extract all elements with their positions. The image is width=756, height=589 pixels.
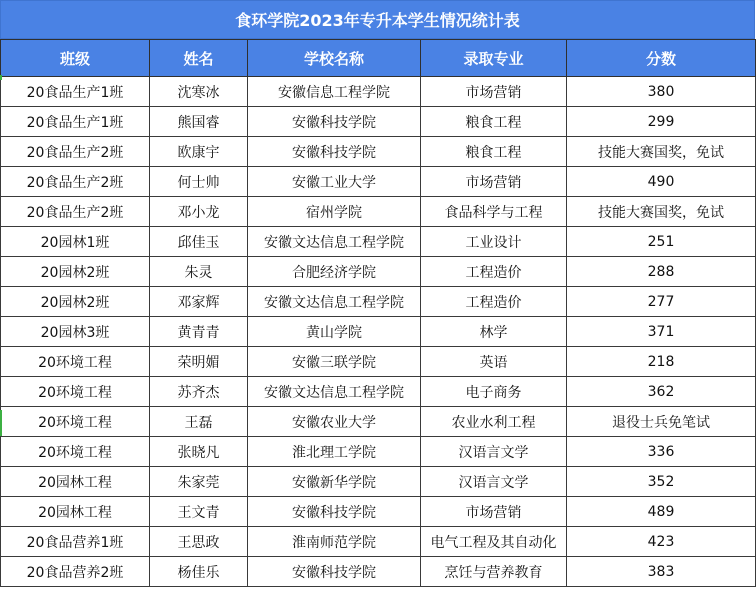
cell-class[interactable]: 20环境工程 [1, 377, 150, 407]
cell-name[interactable]: 欧康宇 [150, 137, 248, 167]
cell-school[interactable]: 淮南师范学院 [248, 527, 421, 557]
cell-major[interactable]: 食品科学与工程 [421, 197, 567, 227]
cell-name[interactable]: 王思政 [150, 527, 248, 557]
cell-major[interactable]: 电气工程及其自动化 [421, 527, 567, 557]
cell-class[interactable]: 20食品生产2班 [1, 167, 150, 197]
cell-school[interactable]: 安徽科技学院 [248, 137, 421, 167]
cell-class[interactable]: 20环境工程 [1, 407, 150, 437]
cell-major[interactable]: 市场营销 [421, 497, 567, 527]
row-indicator [0, 75, 2, 80]
table-row [1, 437, 756, 467]
cell-school[interactable]: 安徽科技学院 [248, 557, 421, 587]
cell-major[interactable]: 英语 [421, 347, 567, 377]
cell-major[interactable]: 市场营销 [421, 77, 567, 107]
cell-major[interactable]: 工程造价 [421, 287, 567, 317]
table-row [1, 197, 756, 227]
cell-school[interactable]: 安徽科技学院 [248, 497, 421, 527]
cell-name[interactable]: 邱佳玉 [150, 227, 248, 257]
cell-class[interactable]: 20环境工程 [1, 437, 150, 467]
header-major: 录取专业 [421, 40, 567, 77]
cell-score[interactable]: 362 [567, 377, 756, 407]
cell-major[interactable]: 电子商务 [421, 377, 567, 407]
table-row [1, 347, 756, 377]
cell-score[interactable]: 技能大赛国奖，免试 [567, 137, 756, 167]
cell-class[interactable]: 20园林3班 [1, 317, 150, 347]
table-row [1, 557, 756, 587]
cell-major[interactable]: 汉语言文学 [421, 437, 567, 467]
table-row [1, 77, 756, 107]
table-title: 食环学院2023年专升本学生情况统计表 [0, 0, 755, 39]
cell-class[interactable]: 20食品生产2班 [1, 137, 150, 167]
header-class: 班级 [1, 40, 150, 77]
cell-score[interactable]: 490 [567, 167, 756, 197]
table-row [1, 317, 756, 347]
table-row [1, 257, 756, 287]
cell-score[interactable]: 383 [567, 557, 756, 587]
cell-class[interactable]: 20食品营养2班 [1, 557, 150, 587]
table-row [1, 107, 756, 137]
cell-class[interactable]: 20园林1班 [1, 227, 150, 257]
cell-name[interactable]: 荣明媚 [150, 347, 248, 377]
cell-name[interactable]: 邓家辉 [150, 287, 248, 317]
table-row [1, 137, 756, 167]
cell-school[interactable]: 安徽信息工程学院 [248, 77, 421, 107]
cell-name[interactable]: 王文青 [150, 497, 248, 527]
cell-school[interactable]: 合肥经济学院 [248, 257, 421, 287]
cell-score[interactable]: 251 [567, 227, 756, 257]
table-row [1, 227, 756, 257]
cell-score[interactable]: 371 [567, 317, 756, 347]
student-table [0, 39, 756, 587]
cell-class[interactable]: 20园林2班 [1, 257, 150, 287]
cell-name[interactable]: 沈寒冰 [150, 77, 248, 107]
cell-score[interactable]: 489 [567, 497, 756, 527]
cell-name[interactable]: 何士帅 [150, 167, 248, 197]
table-row [1, 407, 756, 437]
cell-score[interactable]: 218 [567, 347, 756, 377]
header-score: 分数 [567, 40, 756, 77]
cell-class[interactable]: 20食品生产2班 [1, 197, 150, 227]
cell-major[interactable]: 市场营销 [421, 167, 567, 197]
cell-name[interactable]: 朱家莞 [150, 467, 248, 497]
header-row [1, 40, 756, 77]
cell-name[interactable]: 朱灵 [150, 257, 248, 287]
cell-name[interactable]: 苏齐杰 [150, 377, 248, 407]
cell-name[interactable]: 熊国睿 [150, 107, 248, 137]
cell-major[interactable]: 烹饪与营养教育 [421, 557, 567, 587]
header-name: 姓名 [150, 40, 248, 77]
cell-school[interactable]: 黄山学院 [248, 317, 421, 347]
cell-score[interactable]: 277 [567, 287, 756, 317]
cell-school[interactable]: 安徽农业大学 [248, 407, 421, 437]
cell-major[interactable]: 农业水利工程 [421, 407, 567, 437]
cell-school[interactable]: 安徽文达信息工程学院 [248, 287, 421, 317]
cell-score[interactable]: 288 [567, 257, 756, 287]
cell-major[interactable]: 工业设计 [421, 227, 567, 257]
cell-score[interactable]: 336 [567, 437, 756, 467]
cell-school[interactable]: 淮北理工学院 [248, 437, 421, 467]
cell-score[interactable]: 352 [567, 467, 756, 497]
cell-name[interactable]: 王磊 [150, 407, 248, 437]
cell-name[interactable]: 邓小龙 [150, 197, 248, 227]
cell-class[interactable]: 20园林工程 [1, 467, 150, 497]
cell-class[interactable]: 20环境工程 [1, 347, 150, 377]
table-row [1, 287, 756, 317]
cell-school[interactable]: 安徽文达信息工程学院 [248, 227, 421, 257]
cell-score[interactable]: 423 [567, 527, 756, 557]
cell-class[interactable]: 20园林工程 [1, 497, 150, 527]
header-school: 学校名称 [248, 40, 421, 77]
cell-major[interactable]: 工程造价 [421, 257, 567, 287]
cell-school[interactable]: 安徽工业大学 [248, 167, 421, 197]
cell-major[interactable]: 粮食工程 [421, 137, 567, 167]
cell-school[interactable]: 安徽文达信息工程学院 [248, 377, 421, 407]
cell-name[interactable]: 张晓凡 [150, 437, 248, 467]
cell-score[interactable]: 380 [567, 77, 756, 107]
cell-school[interactable]: 宿州学院 [248, 197, 421, 227]
cell-score[interactable]: 退役士兵免笔试 [567, 407, 756, 437]
cell-school[interactable]: 安徽三联学院 [248, 347, 421, 377]
table-row [1, 467, 756, 497]
table-row [1, 497, 756, 527]
table-row [1, 527, 756, 557]
cell-score[interactable]: 299 [567, 107, 756, 137]
table-row [1, 377, 756, 407]
cell-class[interactable]: 20园林2班 [1, 287, 150, 317]
cell-class[interactable]: 20食品营养1班 [1, 527, 150, 557]
row-indicator [0, 410, 2, 436]
cell-score[interactable]: 技能大赛国奖，免试 [567, 197, 756, 227]
cell-name[interactable]: 黄青青 [150, 317, 248, 347]
cell-major[interactable]: 汉语言文学 [421, 467, 567, 497]
cell-major[interactable]: 粮食工程 [421, 107, 567, 137]
cell-school[interactable]: 安徽新华学院 [248, 467, 421, 497]
table-row [1, 167, 756, 197]
cell-major[interactable]: 林学 [421, 317, 567, 347]
cell-class[interactable]: 20食品生产1班 [1, 107, 150, 137]
cell-class[interactable]: 20食品生产1班 [1, 77, 150, 107]
cell-name[interactable]: 杨佳乐 [150, 557, 248, 587]
cell-school[interactable]: 安徽科技学院 [248, 107, 421, 137]
